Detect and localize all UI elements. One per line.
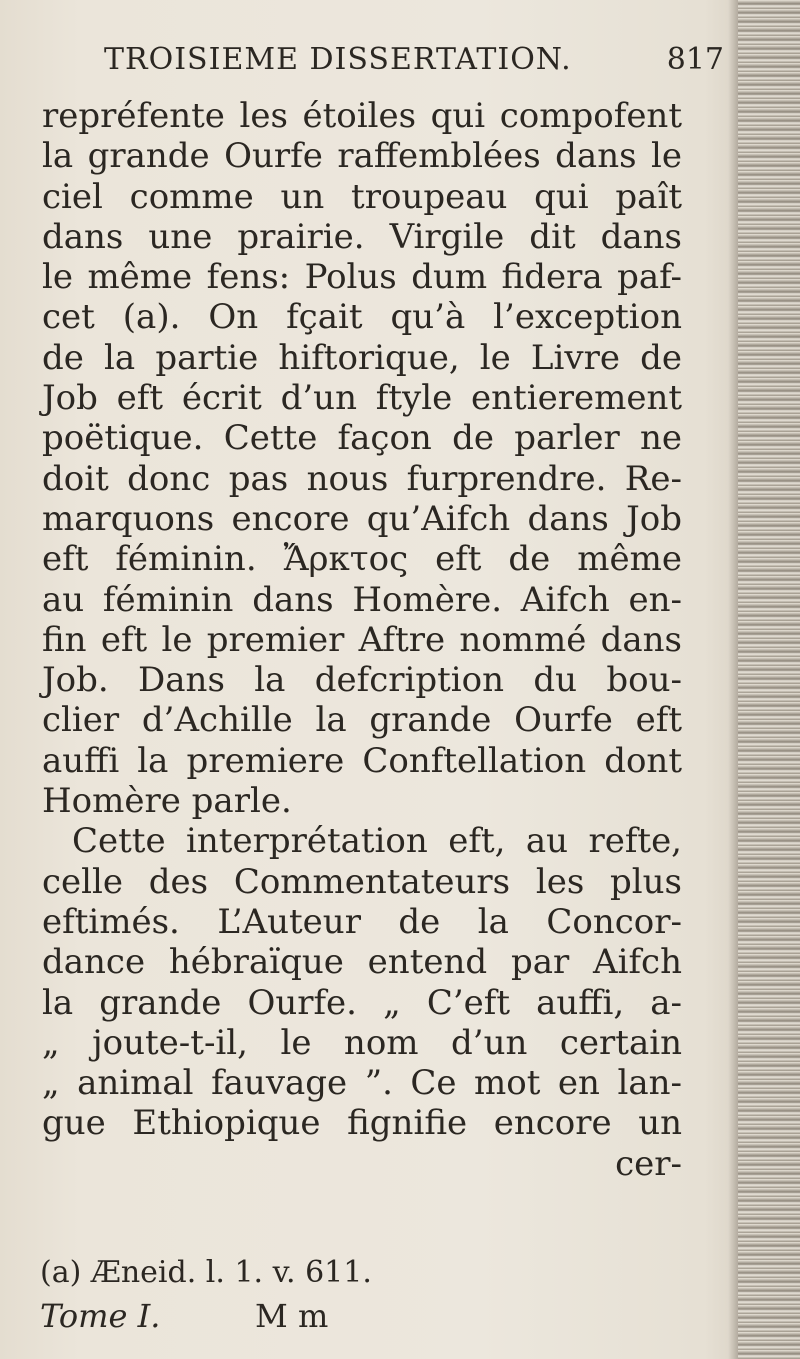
text-line: poëtique. Cette façon de parler ne bbox=[42, 418, 682, 459]
volume-mark: Tome I. bbox=[40, 1297, 161, 1335]
text-line: Job eft écrit d’un ftyle entierement bbox=[42, 378, 682, 419]
catchword: cer- bbox=[615, 1143, 682, 1184]
text-line: marquons encore qu’Aifch dans Job bbox=[42, 498, 682, 539]
text-line: ciel comme un troupeau qui paît bbox=[42, 176, 682, 217]
text-line: eft féminin. Ἄρκτος eft de même bbox=[42, 539, 682, 580]
text-line: gue Ethiopique fignifie encore un bbox=[42, 1103, 682, 1144]
text-line: dance hébraïque entend par Aifch bbox=[42, 942, 682, 983]
text-line: doit donc pas nous furprendre. Re- bbox=[42, 458, 682, 499]
text-line: la grande Ourfe raffemblées dans le bbox=[42, 136, 682, 177]
book-edge bbox=[738, 0, 800, 1359]
page-number: 817 bbox=[666, 42, 724, 77]
text-line: au féminin dans Homère. Aifch en- bbox=[42, 579, 682, 620]
text-line: auffi la premiere Conftellation dont bbox=[42, 740, 682, 781]
text-line: le même fens: Polus dum fidera paf- bbox=[42, 257, 682, 298]
page-header bbox=[104, 42, 724, 94]
text-line: „ animal fauvage ”. Ce mot en lan- bbox=[42, 1063, 682, 1104]
running-title: TROISIEME DISSERTATION. bbox=[104, 42, 572, 77]
text-line: Job. Dans la defcription du bou- bbox=[42, 660, 682, 701]
text-line: celle des Commentateurs les plus bbox=[42, 861, 682, 902]
footnote: (a) Æneid. l. 1. v. 611. bbox=[40, 1255, 372, 1290]
text-line: Homère parle. bbox=[42, 781, 292, 822]
text-line: eftimés. L’Auteur de la Concor- bbox=[42, 901, 682, 942]
text-line: cet (a). On fçait qu’à l’exception bbox=[42, 297, 682, 338]
text-line: de la partie hiftorique, le Livre de bbox=[42, 337, 682, 378]
signature-mark: M m bbox=[255, 1297, 329, 1335]
text-line: fin eft le premier Aftre nommé dans bbox=[42, 619, 682, 660]
text-line: Cette interprétation eft, au refte, bbox=[72, 821, 682, 862]
text-line: la grande Ourfe. „ C’eft auffi, a- bbox=[42, 982, 682, 1023]
text-line: repréfente les étoiles qui compofent bbox=[42, 96, 682, 136]
text-line: clier d’Achille la grande Ourfe eft bbox=[42, 700, 682, 741]
signature-line bbox=[40, 1297, 440, 1337]
page-gutter-shadow bbox=[728, 0, 738, 1359]
text-line: „ joute-t-il, le nom d’un certain bbox=[42, 1022, 682, 1063]
text-line: dans une prairie. Virgile dit dans bbox=[42, 216, 682, 257]
body-text bbox=[42, 96, 682, 1184]
